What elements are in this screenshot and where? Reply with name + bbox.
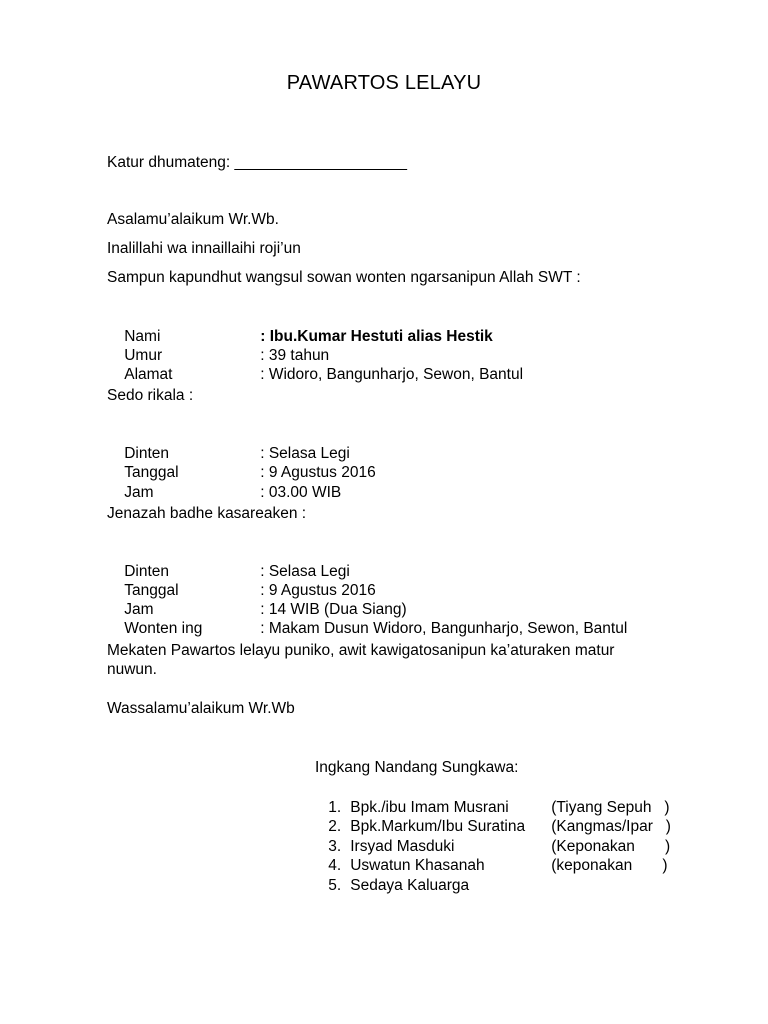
death-day-value: : Selasa Legi bbox=[260, 445, 350, 462]
death-heading: Sedo rikala : bbox=[107, 387, 194, 404]
greeting-inalillahi: Inalillahi wa innaillaihi roji’un bbox=[107, 240, 301, 257]
closing-salam: Wassalamu’alaikum Wr.Wb bbox=[107, 700, 295, 717]
address-value: : Widoro, Bangunharjo, Sewon, Bantul bbox=[260, 366, 524, 383]
signatory-name: Irsyad Masduki bbox=[350, 837, 455, 855]
death-time-label: Jam bbox=[124, 484, 154, 501]
address-label: Alamat bbox=[124, 366, 173, 383]
signatory-role: (keponakan ) bbox=[551, 856, 668, 874]
death-date-value: : 9 Agustus 2016 bbox=[260, 464, 376, 481]
signatory-name: Bpk.Markum/Ibu Suratina bbox=[350, 817, 526, 835]
signatory-number: 3. bbox=[328, 837, 342, 855]
age-label: Umur bbox=[124, 347, 163, 364]
burial-time-label: Jam bbox=[124, 601, 154, 618]
signatory-role: (Keponakan ) bbox=[551, 837, 671, 855]
closing-line-1: Mekaten Pawartos lelayu puniko, awit kawigatosanipun ka’aturaken matur bbox=[107, 642, 615, 659]
name-label: Nami bbox=[124, 328, 161, 345]
burial-day-value: : Selasa Legi bbox=[260, 563, 350, 580]
greeting-salam: Asalamu’alaikum Wr.Wb. bbox=[107, 211, 279, 228]
signatory-number: 4. bbox=[328, 856, 342, 874]
signatory-number: 5. bbox=[328, 876, 342, 894]
burial-day-label: Dinten bbox=[124, 563, 170, 580]
signatory-name: Bpk./ibu Imam Musrani bbox=[350, 798, 509, 816]
recipient-line: Katur dhumateng: ____________________ bbox=[107, 154, 407, 171]
closing-line-2: nuwun. bbox=[107, 661, 157, 678]
burial-place-value: : Makam Dusun Widoro, Bangunharjo, Sewon, Bantul bbox=[260, 620, 628, 637]
death-time-value: : 03.00 WIB bbox=[260, 484, 342, 501]
signatory-role: (Kangmas/Ipar ) bbox=[551, 817, 671, 835]
signatory-number: 2. bbox=[328, 817, 342, 835]
signatory-name: Sedaya Kaluarga bbox=[350, 876, 470, 894]
burial-date-label: Tanggal bbox=[124, 582, 179, 599]
death-date-label: Tanggal bbox=[124, 464, 179, 481]
burial-time-value: : 14 WIB (Dua Siang) bbox=[260, 601, 407, 618]
signatory-name: Uswatun Khasanah bbox=[350, 856, 485, 874]
signatory-role: (Tiyang Sepuh ) bbox=[551, 798, 670, 816]
signatories-heading: Ingkang Nandang Sungkawa: bbox=[315, 759, 519, 776]
signatory-number: 1. bbox=[328, 798, 342, 816]
age-value: : 39 tahun bbox=[260, 347, 330, 364]
name-value: : Ibu.Kumar Hestuti alias Hestik bbox=[260, 328, 493, 345]
burial-date-value: : 9 Agustus 2016 bbox=[260, 582, 376, 599]
burial-heading: Jenazah badhe kasareaken : bbox=[107, 505, 307, 522]
death-day-label: Dinten bbox=[124, 445, 170, 462]
signatory-item bbox=[311, 856, 551, 915]
burial-place-label: Wonten ing bbox=[124, 620, 203, 637]
page-title: PAWARTOS LELAYU bbox=[286, 72, 482, 94]
greeting-announcement: Sampun kapundhut wangsul sowan wonten ngarsanipun Allah SWT : bbox=[107, 269, 581, 286]
